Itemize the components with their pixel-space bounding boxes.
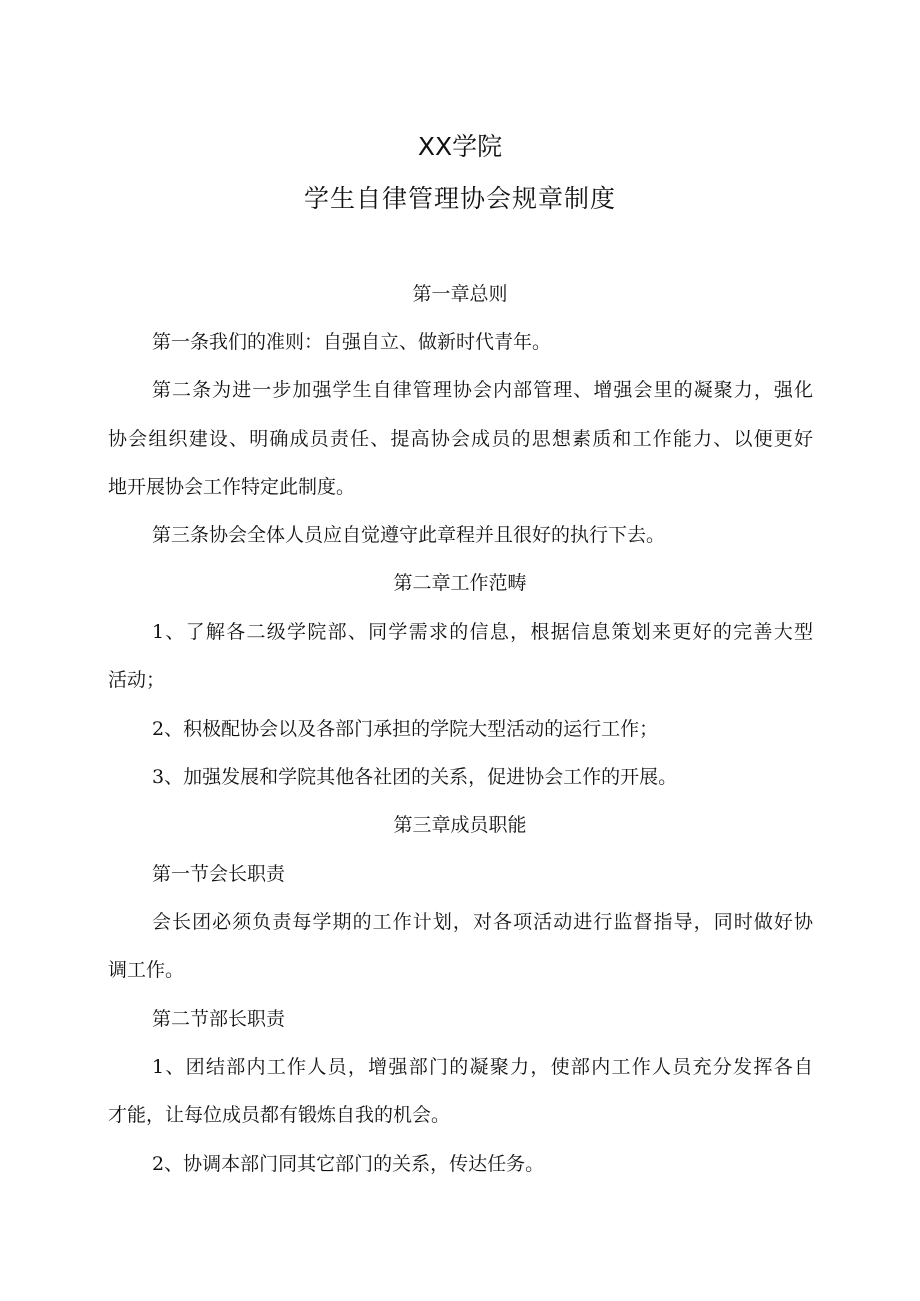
chapter-2-item-3: 3、加强发展和学院其他各社团的关系，促进协会工作的开展。	[152, 766, 678, 788]
chapter-1-heading: 第一章总则	[412, 283, 508, 305]
chapter-2-item-1-line-1: 1、了解各二级学院部、同学需求的信息，根据信息策划来更好的完善大型	[152, 621, 813, 643]
chapter-3-heading: 第三章成员职能	[393, 814, 527, 836]
chapter-3-section-2-item-1-line-2: 才能，让每位成员都有锻炼自我的机会。	[108, 1104, 451, 1126]
document-title-line-1: XX学院	[417, 132, 503, 161]
chapter-2-item-1-line-2: 活动；	[108, 669, 166, 691]
chapter-3-section-1-heading: 第一节会长职责	[152, 863, 286, 885]
chapter-1-article-3: 第三条协会全体人员应自觉遵守此章程并且很好的执行下去。	[152, 524, 666, 546]
chapter-3-section-2-item-1-line-1: 1、团结部内工作人员，增强部门的凝聚力，使部内工作人员充分发挥各自	[152, 1056, 813, 1078]
chapter-3-section-1-line-1: 会长团必须负责每学期的工作计划，对各项活动进行监督指导，同时做好协	[152, 911, 813, 933]
chapter-3-section-2-item-2: 2、协调本部门同其它部门的关系，传达任务。	[152, 1153, 545, 1175]
chapter-1-article-2-line-2: 协会组织建设、明确成员责任、提高协会成员的思想素质和工作能力、以便更好	[108, 428, 813, 450]
chapter-3-section-1-line-2: 调工作。	[108, 959, 185, 981]
chapter-1-article-2-line-3: 地开展协会工作特定此制度。	[108, 476, 356, 498]
chapter-1-article-2-line-1: 第二条为进一步加强学生自律管理协会内部管理、增强会里的凝聚力，强化	[152, 379, 813, 401]
chapter-2-item-2: 2、积极配协会以及各部门承担的学院大型活动的运行工作；	[152, 718, 659, 740]
chapter-3-section-2-heading: 第二节部长职责	[152, 1008, 286, 1030]
chapter-2-heading: 第二章工作范畴	[393, 572, 527, 594]
document-title-line-2: 学生自律管理协会规章制度	[303, 184, 616, 213]
chapter-1-article-1: 第一条我们的准则：自强自立、做新时代青年。	[152, 331, 552, 353]
